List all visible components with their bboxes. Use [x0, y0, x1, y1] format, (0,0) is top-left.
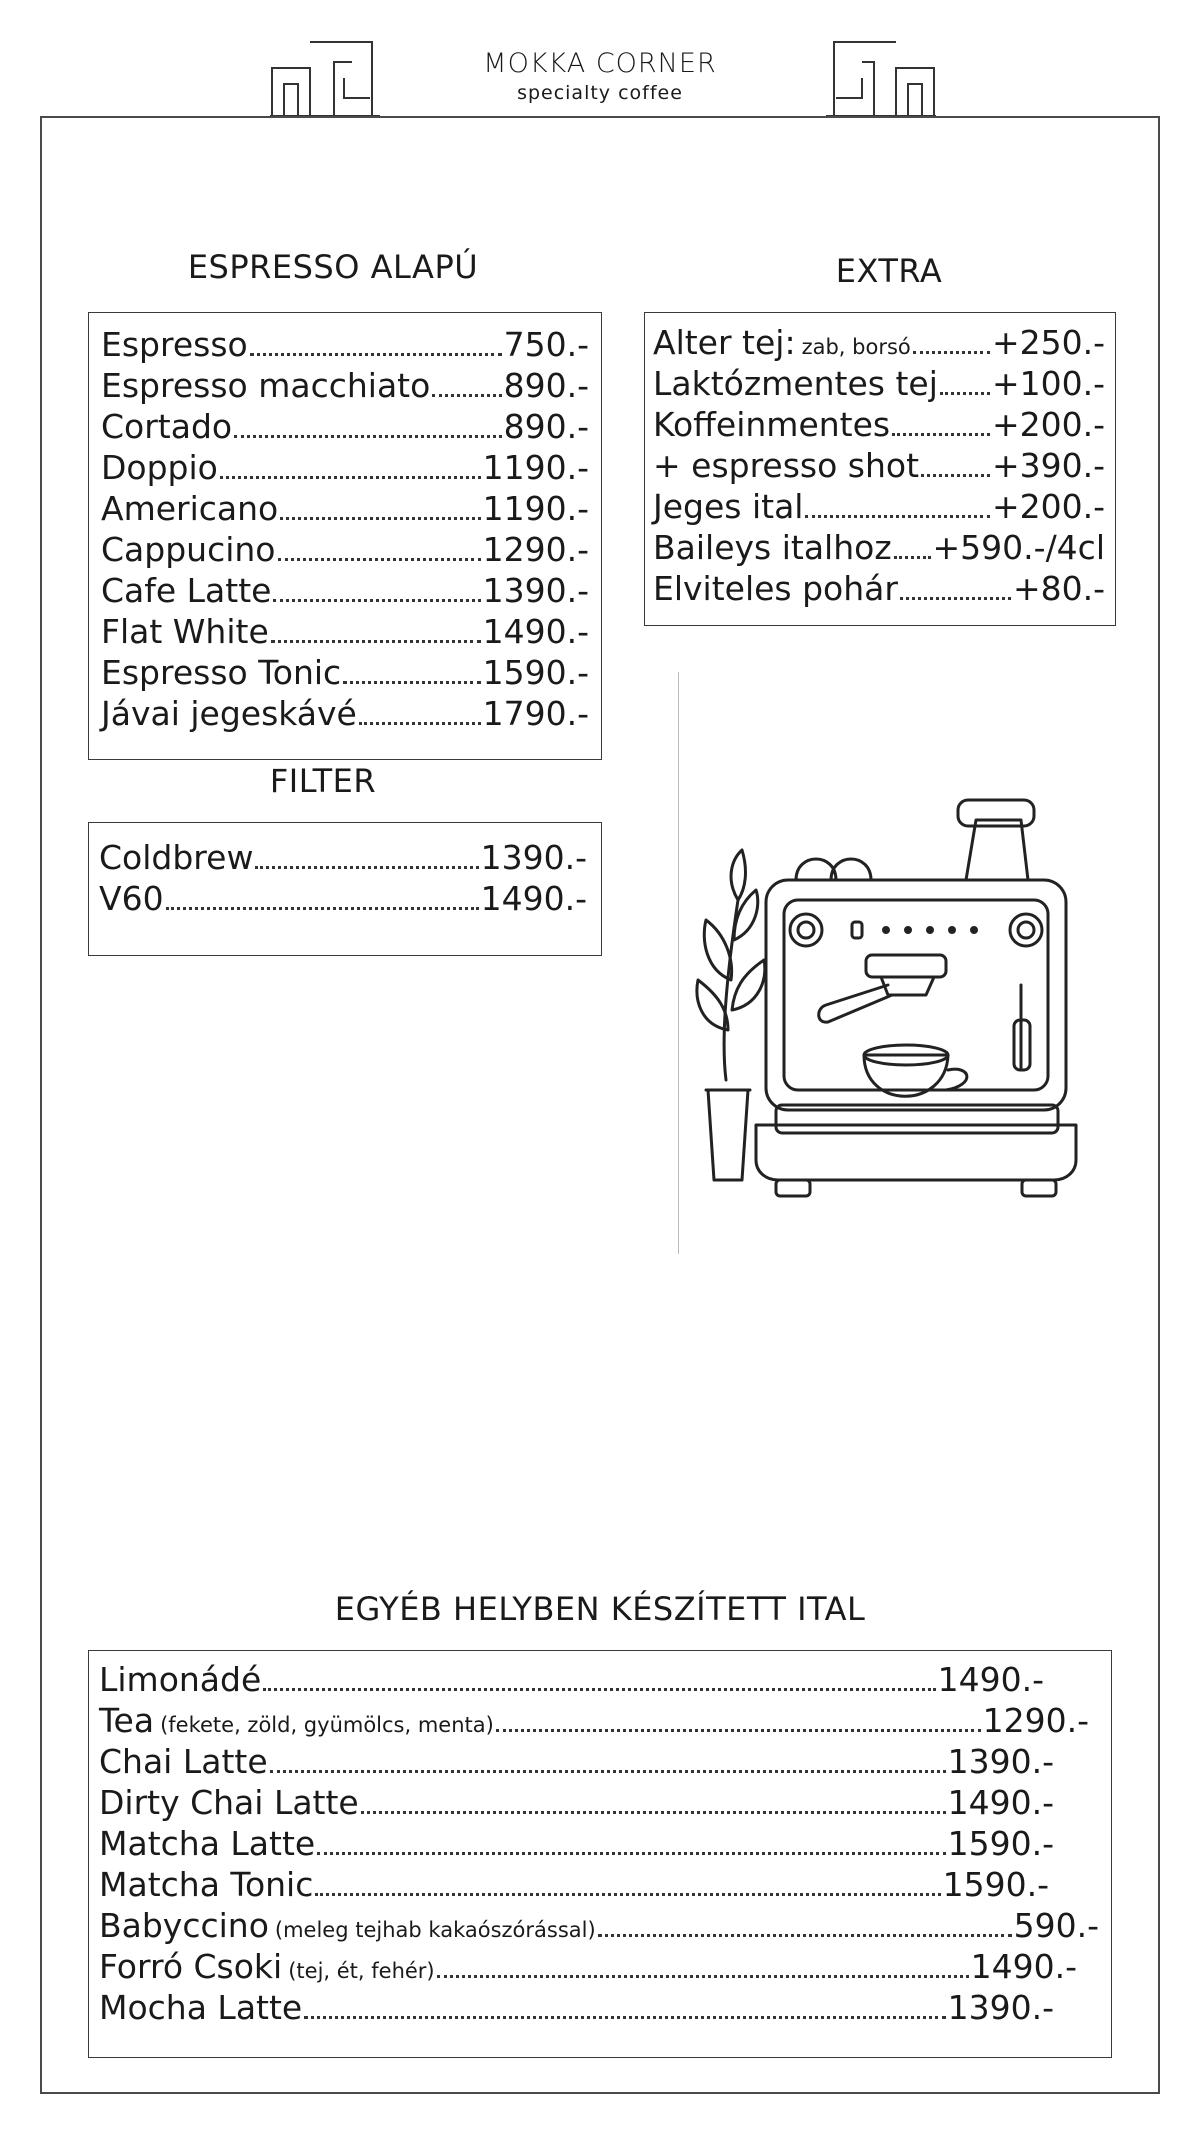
menu-row-limonade: Limonádé 1490.-: [99, 1660, 1044, 1699]
menu-row-tea: Tea (fekete, zöld, gyümölcs, menta) 1290.-: [99, 1701, 1089, 1740]
extra-heading: EXTRA: [835, 252, 943, 290]
menu-row-javai-jegeskave: Jávai jegeskávé 1790.-: [101, 694, 589, 733]
menu-row-americano: Americano 1190.-: [101, 489, 589, 528]
menu-row-elviteles-pohar: Elviteles pohár +80.-: [653, 569, 1105, 608]
menu-row-mocha-latte: Mocha Latte 1390.-: [99, 1988, 1054, 2027]
menu-row-matcha-tonic: Matcha Tonic 1590.-: [99, 1865, 1049, 1904]
menu-row-doppio: Doppio 1190.-: [101, 448, 589, 487]
other-heading: EGYÉB HELYBEN KÉSZÍTETT ITAL: [334, 1590, 866, 1628]
menu-row-baileys-italhoz: Baileys italhoz +590.-/4cl: [653, 528, 1105, 567]
menu-row-flat-white: Flat White 1490.-: [101, 612, 589, 651]
menu-row-v60: V60 1490.-: [99, 879, 587, 918]
menu-row-dirty-chai-latte: Dirty Chai Latte 1490.-: [99, 1783, 1054, 1822]
menu-row-cafe-latte: Cafe Latte 1390.-: [101, 571, 589, 610]
espresso-machine-illustration-icon: [676, 780, 1106, 1200]
espresso-heading: ESPRESSO ALAPÚ: [187, 248, 479, 286]
extra-box: [644, 312, 1116, 626]
menu-row-matcha-latte: Matcha Latte 1590.-: [99, 1824, 1054, 1863]
menu-row-chai-latte: Chai Latte 1390.-: [99, 1742, 1054, 1781]
menu-row-espresso-tonic: Espresso Tonic 1590.-: [101, 653, 589, 692]
menu-row-cappucino: Cappucino 1290.-: [101, 530, 589, 569]
menu-row-espresso-macchiato: Espresso macchiato 890.-: [101, 366, 589, 405]
filter-box: [88, 822, 602, 956]
menu-row-espresso-shot: + espresso shot +390.-: [653, 446, 1105, 485]
menu-row-espresso: Espresso 750.-: [101, 325, 589, 364]
menu-row-forro-csoki: Forró Csoki (tej, ét, fehér) 1490.-: [99, 1947, 1077, 1986]
brand-tagline: specialty coffee: [517, 82, 683, 104]
espresso-box: [88, 312, 602, 760]
menu-row-jeges-ital: Jeges ital +200.-: [653, 487, 1105, 526]
menu-row-cortado: Cortado 890.-: [101, 407, 589, 446]
menu-row-coldbrew: Coldbrew 1390.-: [99, 838, 587, 877]
brand-name: MOKKA CORNER: [483, 48, 717, 79]
other-box: [88, 1650, 1112, 2058]
filter-heading: FILTER: [269, 762, 377, 800]
menu-row-koffeinmentes: Koffeinmentes +200.-: [653, 405, 1105, 444]
menu-row-alter-tej: Alter tej: zab, borsó +250.-: [653, 323, 1105, 362]
menu-row-babyccino: Babyccino (meleg tejhab kakaószórással) 590.-: [99, 1906, 1099, 1945]
menu-row-laktozmentes-tej: Laktózmentes tej +100.-: [653, 364, 1105, 403]
